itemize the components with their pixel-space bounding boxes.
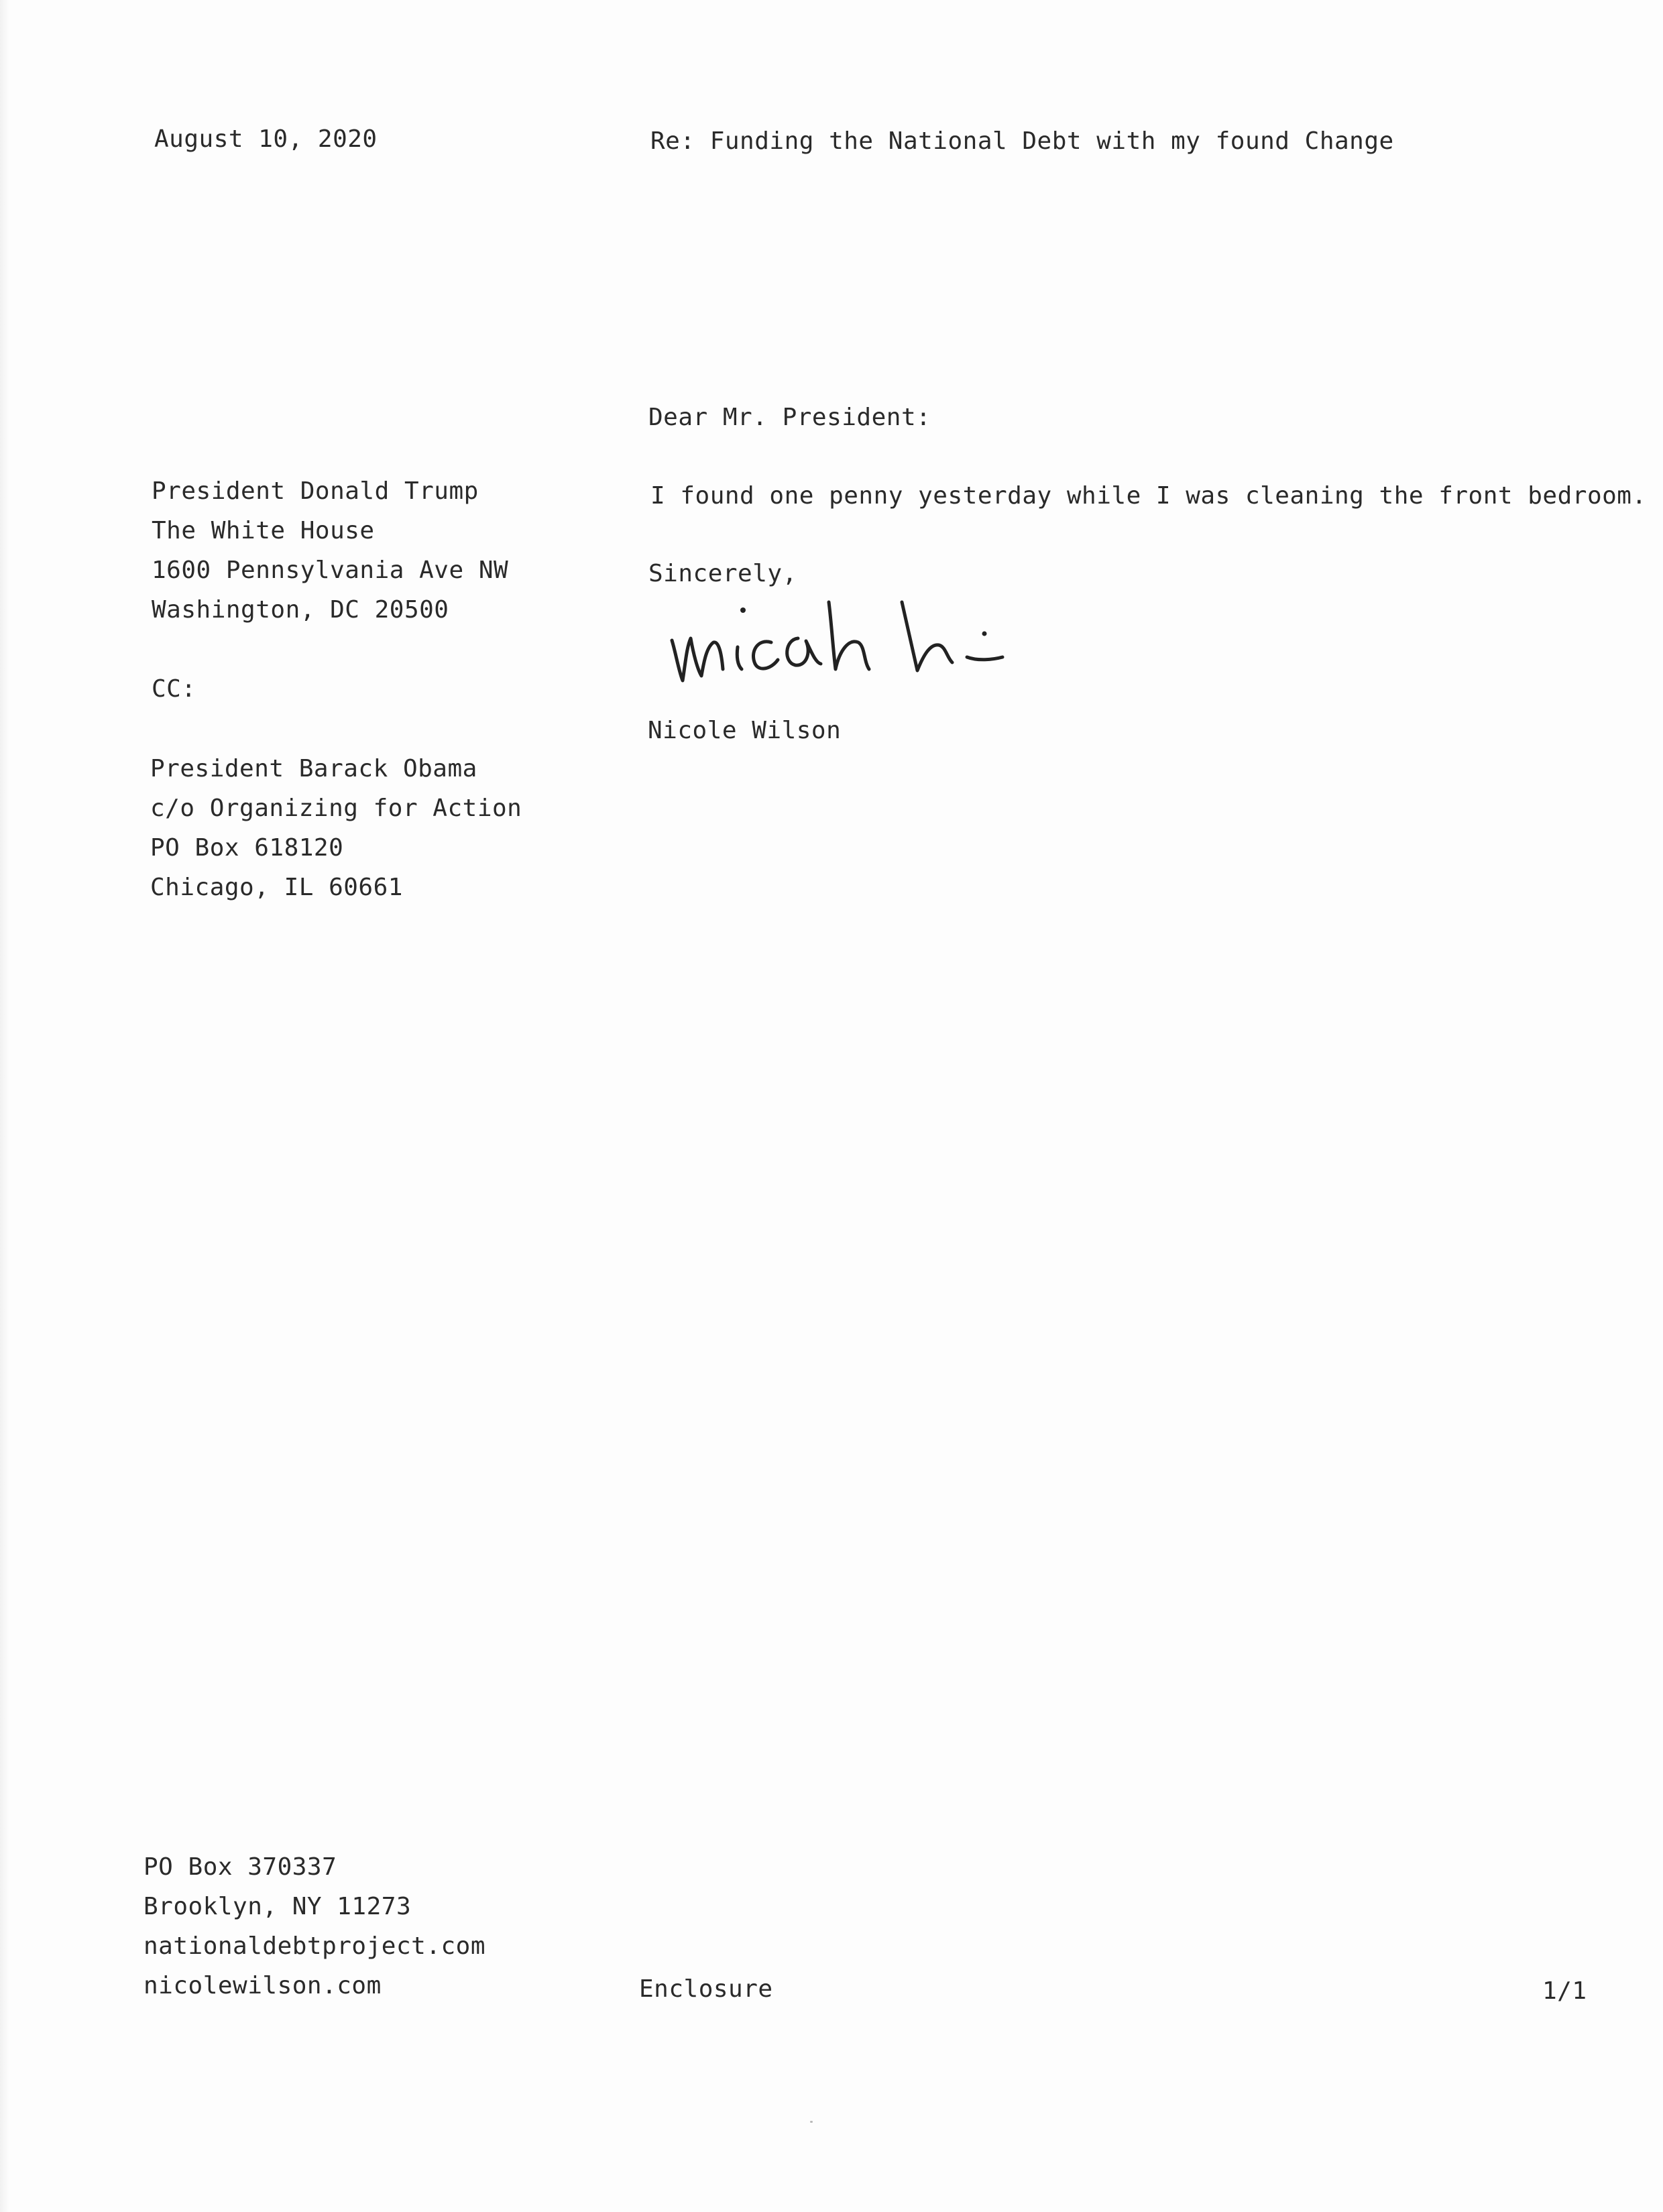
sender-line: PO Box 370337 bbox=[144, 1853, 337, 1881]
letter-subject: Re: Funding the National Debt with my found Change bbox=[650, 127, 1394, 155]
recipient-line: The White House bbox=[152, 517, 375, 544]
salutation: Dear Mr. President: bbox=[648, 404, 931, 431]
recipient-line: President Donald Trump bbox=[152, 477, 479, 505]
scan-speck bbox=[810, 2121, 813, 2123]
sender-address bbox=[144, 1847, 485, 2005]
handwritten-signature bbox=[664, 590, 1013, 691]
cc-line: PO Box 618120 bbox=[150, 834, 344, 862]
cc-line: c/o Organizing for Action bbox=[150, 795, 522, 822]
cc-line: Chicago, IL 60661 bbox=[150, 874, 403, 901]
scan-edge-shadow bbox=[0, 0, 9, 2212]
recipient-address bbox=[152, 471, 508, 630]
sender-line: nicolewilson.com bbox=[144, 1972, 382, 1999]
sender-line: Brooklyn, NY 11273 bbox=[144, 1893, 412, 1920]
letter-body: I found one penny yesterday while I was cleaning the front bedroom. bbox=[650, 482, 1647, 510]
closing: Sincerely, bbox=[648, 560, 797, 587]
enclosure-note: Enclosure bbox=[639, 1975, 773, 2003]
sender-line: nationaldebtproject.com bbox=[144, 1932, 485, 1960]
cc-line: President Barack Obama bbox=[150, 755, 477, 782]
recipient-line: Washington, DC 20500 bbox=[152, 596, 449, 624]
cc-label: CC: bbox=[152, 675, 196, 703]
recipient-line: 1600 Pennsylvania Ave NW bbox=[152, 557, 509, 584]
signer-name: Nicole Wilson bbox=[648, 717, 842, 744]
letter-date: August 10, 2020 bbox=[154, 125, 378, 153]
cc-address bbox=[150, 749, 522, 907]
page-number: 1/1 bbox=[1542, 1977, 1587, 2005]
